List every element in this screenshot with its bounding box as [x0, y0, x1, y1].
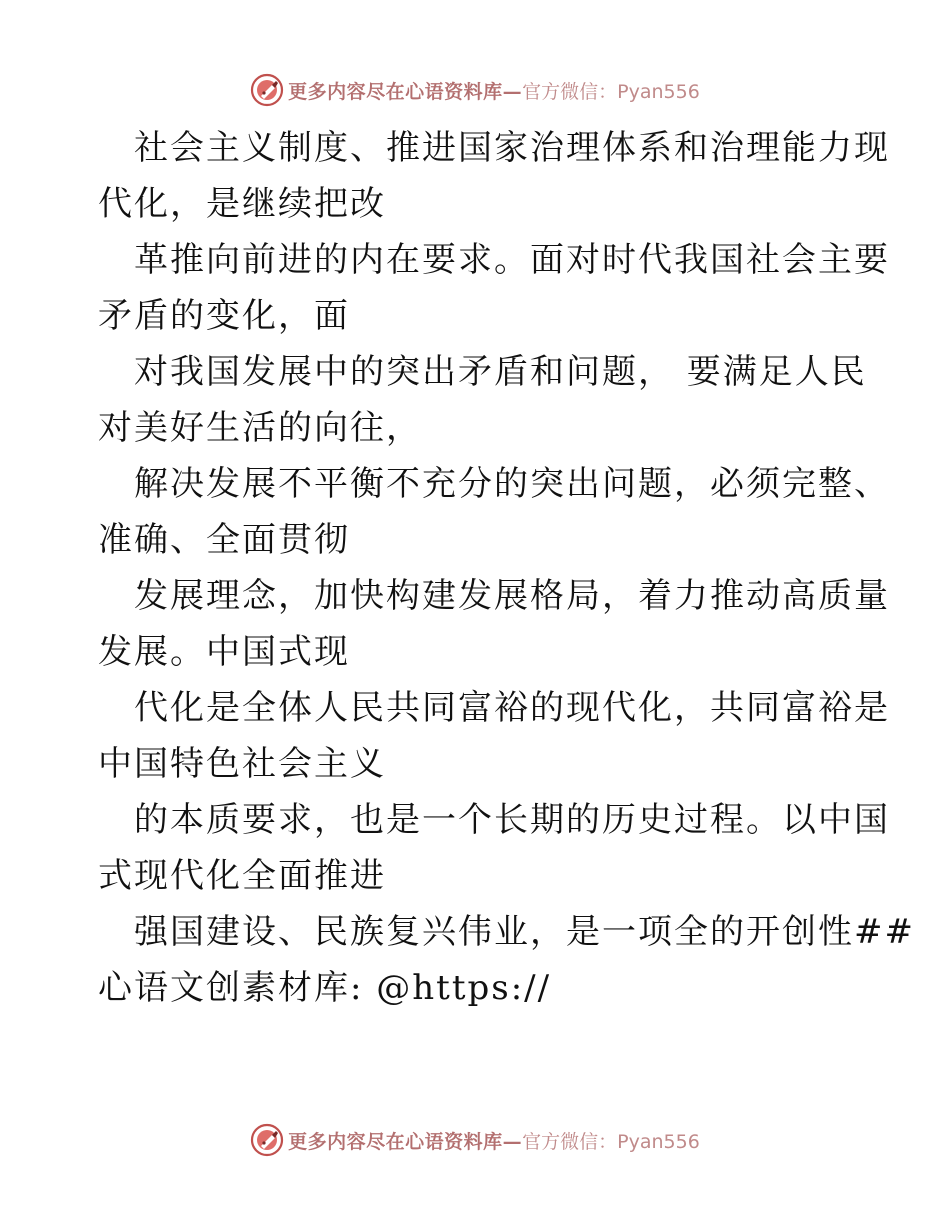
body-line-9: 发展理念，加快构建发展格局，着力推动高质量: [134, 576, 890, 616]
body-line-12: 中国特色社会主义: [98, 744, 386, 784]
body-line-11: 代化是全体人民共同富裕的现代化，共同富裕是: [134, 688, 890, 728]
body-line-16: 心语文创素材库: @https://: [98, 968, 552, 1008]
pen-nib-logo-icon: [250, 1123, 284, 1157]
footer-banner: [0, 1120, 950, 1160]
body-line-15: 强国建设、民族复兴伟业，是一项全的开创性##: [134, 912, 915, 952]
body-line-1: 社会主义制度、推进国家治理体系和治理能力现: [134, 128, 890, 168]
body-line-3: 革推向前进的内在要求。面对时代我国社会主要: [134, 240, 890, 280]
body-line-13: 的本质要求，也是一个长期的历史过程。以中国: [134, 800, 890, 840]
body-line-7: 解决发展不平衡不充分的突出问题，必须完整、: [134, 464, 890, 504]
footer-banner-inner: [250, 1123, 700, 1157]
pen-nib-logo-icon: [250, 73, 284, 107]
body-line-10: 发展。中国式现: [98, 632, 350, 672]
header-banner-contact: 官方微信：Pyan556: [522, 80, 700, 103]
body-line-6: 对美好生活的向往，: [98, 408, 422, 448]
body-line-4: 矛盾的变化，面: [98, 296, 350, 336]
header-banner-inner: [250, 73, 700, 107]
body-line-14: 式现代化全面推进: [98, 856, 386, 896]
document-body: [98, 120, 915, 1016]
footer-banner-text: 更多内容尽在心语资料库—: [288, 1130, 523, 1153]
body-line-5: 对我国发展中的突出矛盾和问题， 要满足人民: [134, 352, 867, 392]
footer-banner-contact: 官方微信：Pyan556: [522, 1130, 700, 1153]
header-banner: [0, 70, 950, 110]
body-line-2: 代化，是继续把改: [98, 184, 386, 224]
header-banner-text: 更多内容尽在心语资料库—: [288, 80, 523, 103]
body-line-8: 准确、全面贯彻: [98, 520, 350, 560]
